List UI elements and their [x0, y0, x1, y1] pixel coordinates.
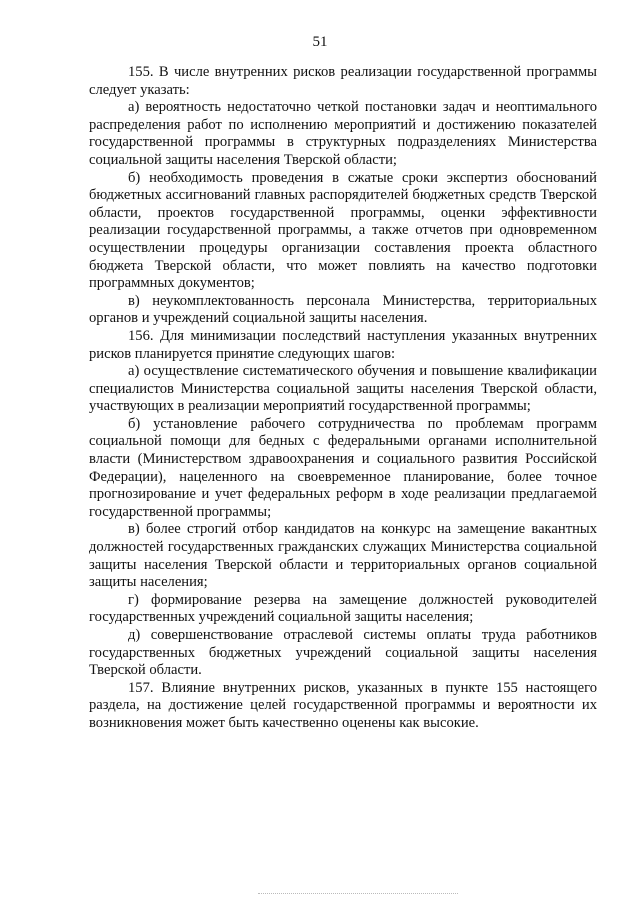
paragraph-155: 155. В числе внутренних рисков реализации государственной программы следует указать: — [89, 64, 597, 98]
paragraph-156-a: а) осуществление систематического обучения и повышение квалификации специалистов Министерства социальной защиты населения Тверской области, участвующих в реализации мероприятий государственной программы; — [89, 363, 597, 415]
paragraph-156-g: г) формирование резерва на замещение должностей руководителей государственных учреждений социальной защиты населения; — [89, 591, 597, 626]
paragraph-155-a: а) вероятность недостаточно четкой постановки задач и неоптимального распределения работ по исполнению мероприятий и достижению показателей государственной программы в структурных подразделениях Министерства социальной защиты населения Тверской области; — [89, 99, 597, 168]
paragraph-155-v: в) неукомплектованность персонала Министерства, территориальных органов и учреждений социальной защиты населения. — [89, 292, 597, 327]
paragraph-155-b: б) необходимость проведения в сжатые сроки экспертиз обоснований бюджетных ассигнований главных распорядителей бюджетных средств Тверской области, проектов государственной программы, оценки эффективности реализации государственной программы, а также отчетов при одновременном осуществлении процедуры организации составления проекта областного бюджета Тверской области, что может повлиять на качество подготовки программных документов; — [89, 169, 597, 292]
page-number: 51 — [312, 34, 328, 50]
scan-artifact-divider — [258, 893, 458, 895]
paragraph-156: 156. Для минимизации последствий наступления указанных внутренних рисков планируется принятие следующих шагов: — [89, 327, 597, 362]
paragraph-156-d: д) совершенствование отраслевой системы оплаты труда работников государственных бюджетных учреждений социальной защиты населения Тверской области. — [89, 627, 597, 679]
paragraph-156-v: в) более строгий отбор кандидатов на конкурс на замещение вакантных должностей государственных гражданских служащих Министерства социальной защиты населения Тверской области и территориальных органов социальной защиты населения; — [89, 521, 597, 591]
paragraph-156-b: б) установление рабочего сотрудничества по проблемам программ социальной помощи для бедных с федеральными органами исполнительной власти (Министерством здравоохранения и социального развития Российской Федерации), нацеленного на своевременное планирование, более точное прогнозирование и учет федеральных реформ в ходе реализации предлагаемой государственной программы; — [89, 415, 597, 520]
document-body — [89, 64, 597, 733]
paragraph-157: 157. Влияние внутренних рисков, указанных в пункте 155 настоящего раздела, на достижение целей государственной программы и вероятности их возникновения может быть качественно оценены как высокие. — [89, 679, 597, 731]
